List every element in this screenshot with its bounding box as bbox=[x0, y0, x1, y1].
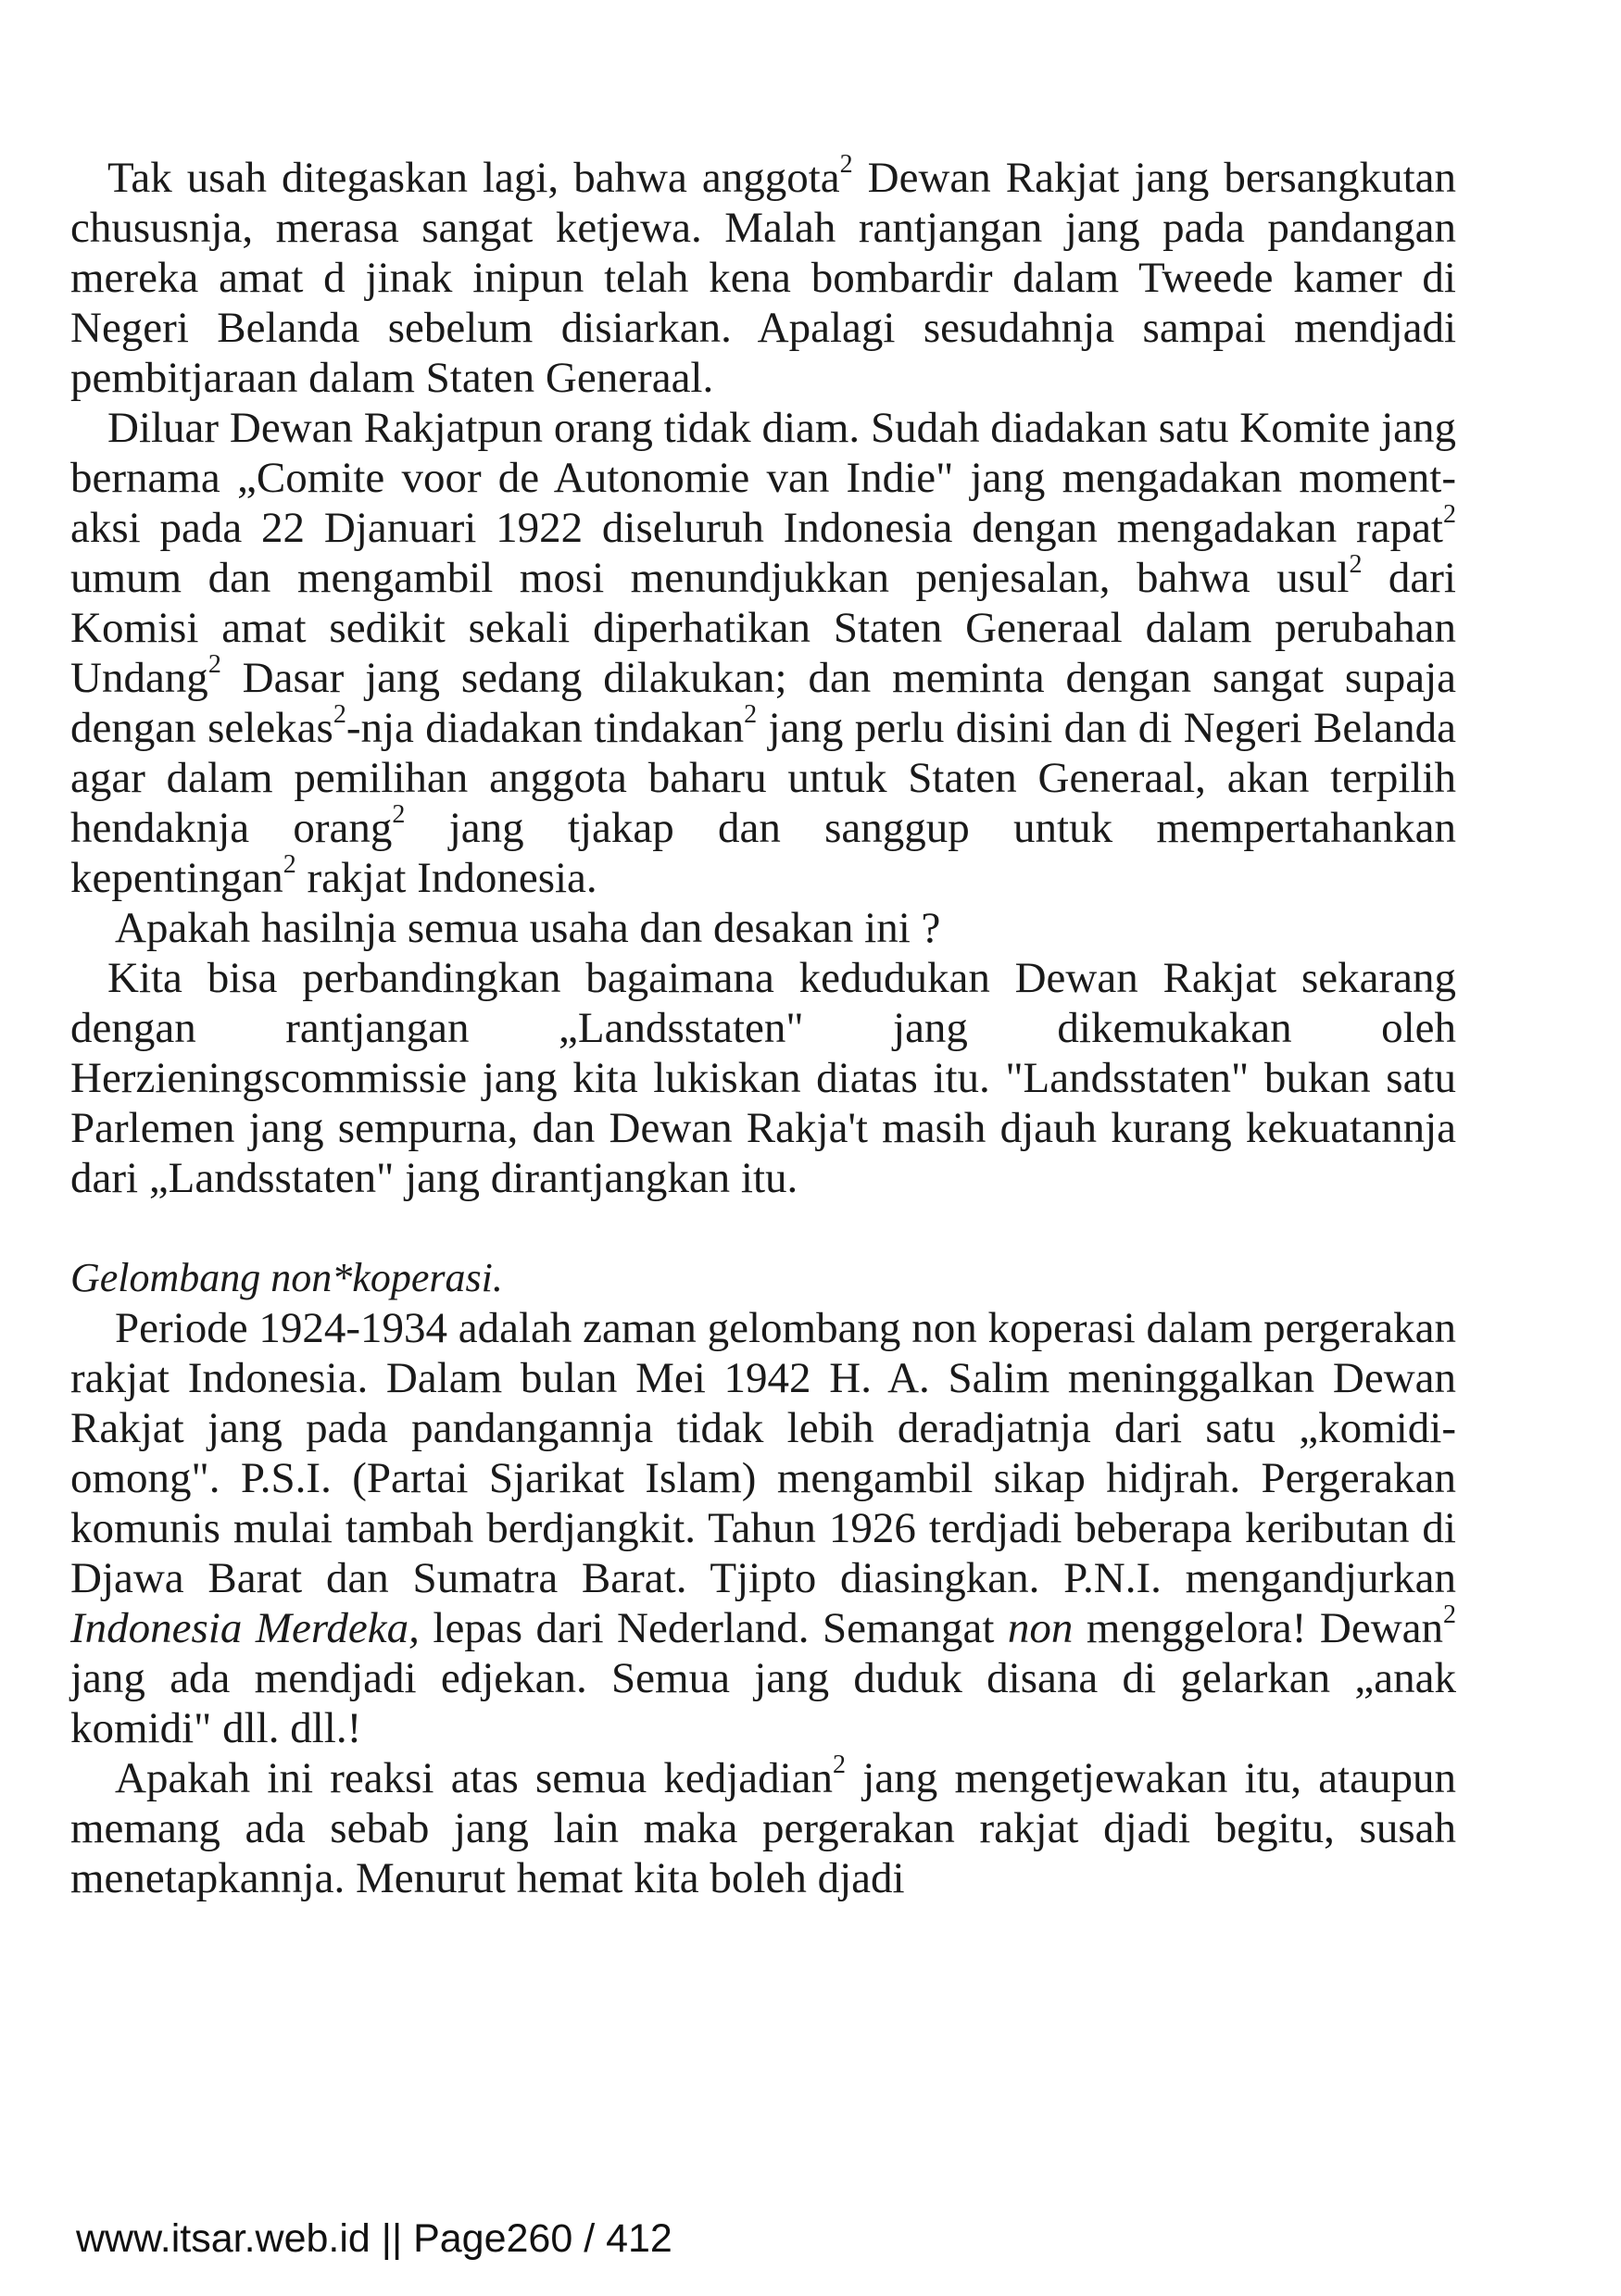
italic-text: Indonesia Merdeka, bbox=[70, 1604, 420, 1652]
text-run: jang mengetjewakan itu, ataupun memang ada sebab jang lain maka pergerakan rakjat djadi begitu, susah menetapkannja. Menurut hemat kita boleh djadi bbox=[70, 1754, 1456, 1902]
text-run: jang ada mendjadi edjekan. Semua jang duduk disana di gelarkan „anak komidi" dll. dll.! bbox=[70, 1654, 1456, 1752]
repeat-mark: 2 bbox=[833, 1750, 847, 1780]
italic-text: non bbox=[1007, 1604, 1074, 1652]
section-heading: Gelombang non*koperasi. bbox=[70, 1255, 503, 1300]
text-run: -nja diadakan tindakan bbox=[346, 704, 745, 752]
text-run: Apakah ini reaksi atas semua kedjadian bbox=[115, 1754, 834, 1802]
repeat-mark: 2 bbox=[839, 150, 853, 180]
footer-site-link[interactable]: www.itsar.web.id bbox=[76, 2216, 371, 2261]
paragraph-2 bbox=[70, 403, 1456, 903]
text-run: Dasar jang sedang dilakukan; dan meminta dengan sangat supaja dengan selekas bbox=[70, 654, 1456, 752]
repeat-mark: 2 bbox=[333, 700, 346, 730]
footer-page-number: Page260 / 412 bbox=[413, 2216, 672, 2261]
text-run: Diluar Dewan Rakjatpun orang tidak diam. Sudah diadakan satu Komite jang bernama „Comite voor de Autonomie van Indie" jang mengadakan moment-aksi pada 22 Djanuari 1922 diseluruh Indonesia dengan mengadakan rapat bbox=[70, 404, 1456, 552]
text-run: jang tjakap dan sanggup untuk mempertahankan kepentingan bbox=[70, 804, 1456, 902]
document-page bbox=[70, 150, 1457, 1903]
repeat-mark: 2 bbox=[283, 850, 296, 880]
paragraph-3: Apakah hasilnja semua usaha dan desakan ini ? bbox=[115, 904, 941, 952]
footer-separator: || bbox=[370, 2216, 414, 2261]
text-run: dari Komisi amat sedikit sekali diperhatikan Staten Generaal dalam perubahan Undang bbox=[70, 554, 1456, 702]
text-run: umum dan mengambil mosi menundjukkan penjesalan, bahwa usul bbox=[70, 554, 1350, 602]
repeat-mark: 2 bbox=[1349, 550, 1363, 580]
paragraph-6 bbox=[70, 1750, 1456, 1903]
text-run: menggelora! Dewan bbox=[1073, 1604, 1444, 1652]
page-footer bbox=[76, 2215, 672, 2262]
text-run: jang perlu disini dan di Negeri Belanda agar dalam pemilihan anggota baharu untuk Staten Generaal, akan terpilih hendaknja orang bbox=[70, 704, 1456, 852]
text-run: Dewan Rakjat jang bersangkutan chususnja, merasa sangat ketjewa. Malah rantjangan jang pada pandangan mereka amat d jinak inipun telah kena bombardir dalam Tweede kamer di Negeri Belanda sebelum disiarkan. Apalagi sesudahnja sampai mendjadi pembitjaraan dalam Staten Generaal. bbox=[70, 154, 1456, 402]
text-run: Periode 1924-1934 adalah zaman gelombang non koperasi dalam pergerakan rakjat Indonesia. Dalam bulan Mei 1942 H. A. Salim meninggalkan Dewan Rakjat jang pada pandangannja tidak lebih deradjatnja dari satu „komidi-omong". P.S.I. (Partai Sjarikat Islam) mengambil sikap hidjrah. Pergerakan komunis mulai tambah berdjangkit. Tahun 1926 terdjadi beberapa keributan di Djawa Barat dan Sumatra Barat. Tjipto diasingkan. P.N.I. mengandjurkan bbox=[70, 1304, 1456, 1602]
repeat-mark: 2 bbox=[392, 800, 406, 830]
text-run: rakjat Indonesia. bbox=[295, 854, 597, 902]
repeat-mark: 2 bbox=[207, 650, 221, 680]
text-run: lepas dari Nederland. Semangat bbox=[419, 1604, 1008, 1652]
repeat-mark: 2 bbox=[1443, 1600, 1457, 1630]
paragraph-1 bbox=[70, 150, 1456, 403]
text-run: Tak usah ditegaskan lagi, bahwa anggota bbox=[107, 154, 840, 202]
repeat-mark: 2 bbox=[744, 700, 758, 730]
paragraph-4: Kita bisa perbandingkan bagaimana kedudukan Dewan Rakjat sekarang dengan rantjangan „Landsstaten" jang dikemukakan oleh Herzieningscommissie jang kita lukiskan diatas itu. "Landsstaten" bukan satu Parlemen jang sempurna, dan Dewan Rakja't masih djauh kurang kekuatannja dari „Landsstaten" jang dirantjangkan itu. bbox=[70, 954, 1456, 1202]
paragraph-5 bbox=[70, 1303, 1456, 1753]
repeat-mark: 2 bbox=[1443, 500, 1456, 530]
